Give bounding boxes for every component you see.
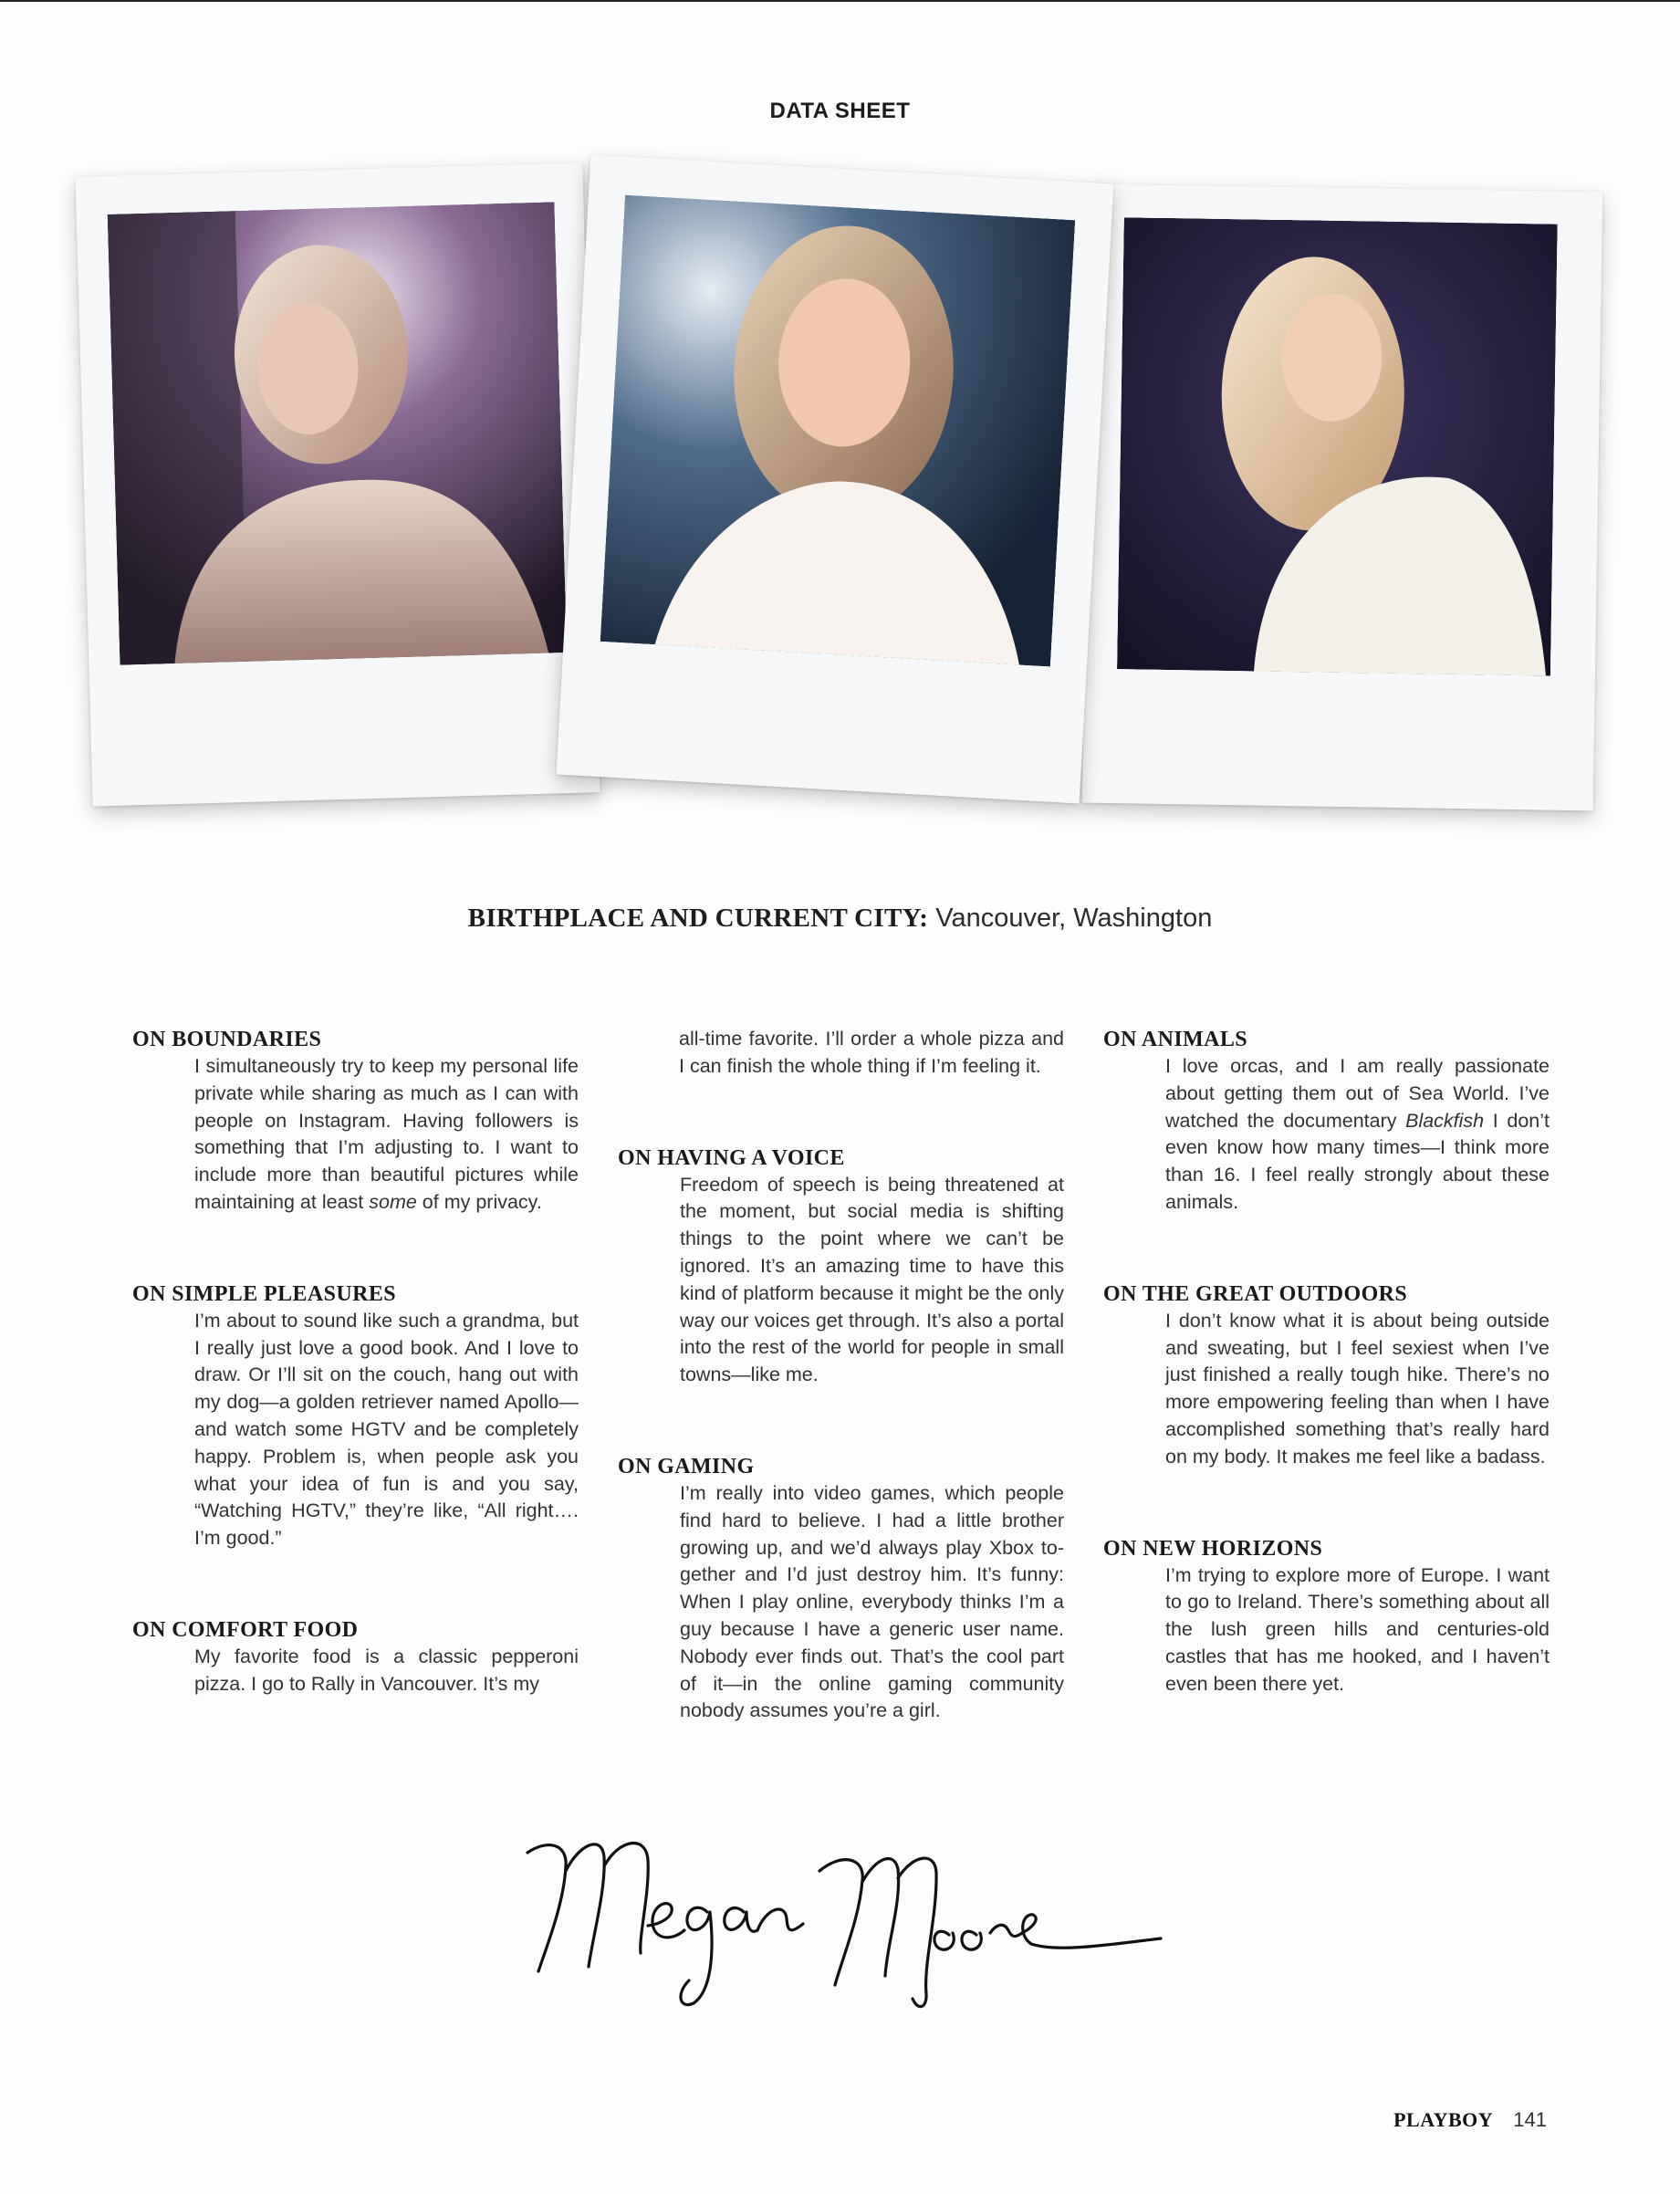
text-column-2 xyxy=(618,1026,1064,1789)
polaroid-photo-3 xyxy=(1082,184,1603,811)
section-boundaries xyxy=(132,1026,579,1217)
section-heading: ON GAMING xyxy=(618,1454,755,1478)
section-heading: ON BOUNDARIES xyxy=(132,1028,322,1051)
section-heading: ON THE GREAT OUTDOORS xyxy=(1103,1281,1408,1306)
section-body: I simultaneously try to keep my personal life private while sharing as much as I can with people on Instagram. Having followers is something that I’m adjusting to. I want to include more than beautiful pictures while maintaining at least some of my privacy. xyxy=(194,1055,579,1213)
portrait-photo-1 xyxy=(108,202,568,664)
section-great-outdoors xyxy=(1103,1280,1550,1471)
top-rule xyxy=(0,0,1680,2)
section-gaming xyxy=(618,1453,1064,1725)
section-simple-pleasures xyxy=(132,1280,579,1552)
section-body: My favorite food is a classic pepperoni pizza. I go to Rally in Vancouver. It’s my xyxy=(194,1645,579,1695)
section-body: Freedom of speech is being threatened at the moment, but social media is shifting things to the point where we can’t be ignored. It’s an amazing time to have this kind of platform because it might be the only way our voices get through. It’s also a portal into the rest of the world for people in small towns—like me. xyxy=(680,1173,1064,1386)
section-body-continued: all-time favorite. I’ll order a whole pizza and I can finish the whole thing if I’m feeling it. xyxy=(679,1028,1064,1077)
section-body: I don’t know what it is about being outside and sweating, but I feel sexiest when I’ve just finished a really tough hike. There’s no more empowering feeling than when I have accomplished something that’s really hard on my body. It makes me feel like a badass. xyxy=(1165,1309,1550,1468)
magazine-brand: PLAYBOY xyxy=(1393,2108,1494,2131)
portrait-photo-2 xyxy=(600,195,1076,667)
section-body: I love orcas, and I am really passionate about getting them out of Sea World. I’ve watched the documentary Blackfish I don’t even know how many times—I think more than 16. I feel really strongly about these animals. xyxy=(1165,1055,1550,1213)
birthplace-line xyxy=(0,904,1680,934)
section-heading: ON SIMPLE PLEASURES xyxy=(132,1281,396,1306)
section-heading: ON NEW HORIZONS xyxy=(1103,1536,1323,1561)
section-new-horizons xyxy=(1103,1535,1550,1698)
section-animals xyxy=(1103,1026,1550,1217)
section-kicker: DATA SHEET xyxy=(769,99,911,123)
page-folio xyxy=(1393,2108,1547,2132)
section-heading: ON ANIMALS xyxy=(1103,1028,1248,1051)
section-body: I’m trying to explore more of Europe. I want to go to Ireland. There’s something about all the lush green hills and centuries-old castles that has me hooked, and I haven’t even been there yet. xyxy=(1165,1563,1550,1695)
birthplace-value: Vancouver, Washington xyxy=(935,904,1213,933)
polaroid-photo-2 xyxy=(556,155,1113,804)
section-body: I’m about to sound like such a grandma, but I really just love a good book. And I love to draw. Or I’ll sit on the couch, hang out with my dog—a golden retriever named Apollo—and watch some HGTV and be completely happy. Problem is, when people ask you what your idea of fun is and you say, “Watching HGTV,” they’re like, “All right…. I’m good.” xyxy=(194,1309,579,1550)
birthplace-label: BIRTHPLACE AND CURRENT CITY: xyxy=(467,904,929,933)
section-body: I’m really into video games, which people find hard to believe. I had a little brother growing up, and we’d always play Xbox together and I’d just destroy him. It’s funny: When I play online, everybody thinks I’m a guy because I have a generic user name. Nobody ever finds out. That’s the cool part of it—in the online gaming community nobody assumes you’re a girl. xyxy=(680,1481,1064,1722)
section-heading: ON HAVING A VOICE xyxy=(618,1145,845,1170)
handwritten-signature xyxy=(511,1816,1168,2026)
text-column-1 xyxy=(132,1026,579,1762)
section-having-a-voice xyxy=(618,1144,1064,1389)
section-heading: ON COMFORT FOOD xyxy=(132,1617,359,1642)
portrait-photo-3 xyxy=(1117,217,1558,675)
section-comfort-food xyxy=(132,1616,579,1698)
page-number: 141 xyxy=(1513,2108,1547,2131)
section-comfort-food-continued xyxy=(618,1026,1064,1081)
polaroid-photo-1 xyxy=(75,162,600,806)
text-column-3 xyxy=(1103,1026,1550,1762)
